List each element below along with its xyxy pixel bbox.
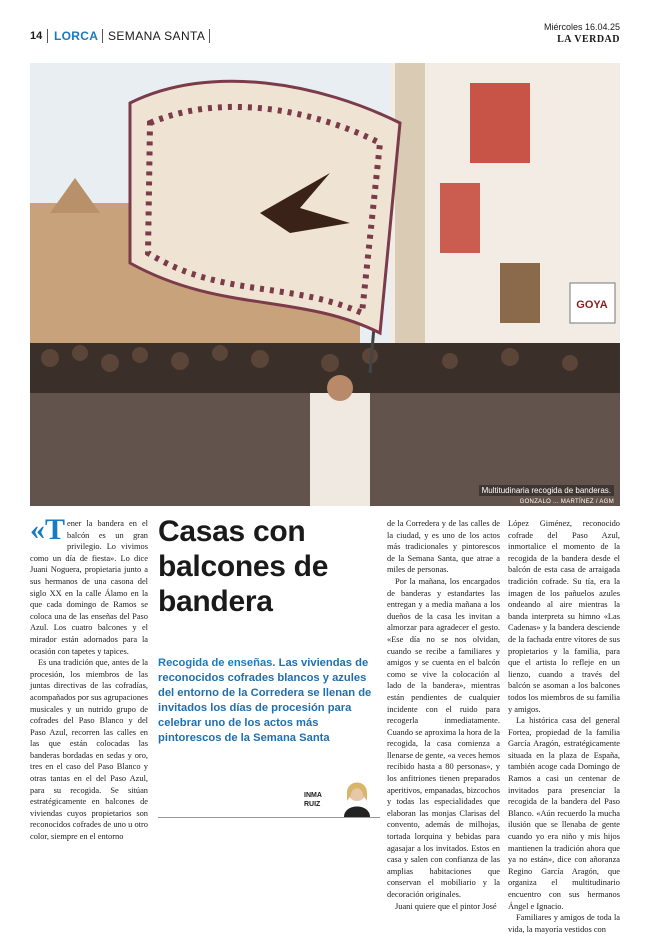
- paragraph: de la Corredera y de las calles de la ciudad, y es uno de los actos más tradicionales y pintorescos de la Semana Santa, que atrae a miles de personas.: [387, 519, 500, 575]
- headline-line: Casas con: [158, 515, 306, 548]
- byline: [304, 791, 322, 809]
- photo-caption: Multitudinaria recogida de banderas.: [479, 485, 614, 496]
- author-portrait-illustration: [336, 775, 378, 817]
- article-column-3: [387, 518, 501, 911]
- newspaper-brand: LA VERDAD: [557, 34, 620, 45]
- paragraph: Es una tradición que, antes de la procesión, los miembros de las juntas directivas de las cofradías, acompañados por sus agrupaciones musicales y un nutrido grupo de cofrades del Paso Blanco y del Paso Azul, recorren las calles en las que están colocadas las banderas bordadas en sedas y oro, tres en el caso del Paso Blanco y otras tantas en el del Paso Azul, para su recogida. Se sitúan estratégicamente en balcones de viviendas cuyos propietarios son reconocidos cofrades de uno u otro color, siempre en el entorno: [30, 658, 148, 842]
- photo-window: [500, 263, 540, 323]
- divider: [102, 29, 103, 43]
- issue-date: Miércoles 16.04.25: [543, 22, 620, 32]
- page-header: [30, 18, 620, 44]
- paragraph: Familiares y amigos de toda la vida, la mayoría vestidos con: [508, 913, 620, 934]
- article-column-4: [508, 518, 620, 934]
- deck-text: Las viviendas de reconocidos cofrades blancos y azules del entorno de la Corredera se llenan de invitados los días de procesión para celebrar uno de los actos más pintorescos de la Semana Santa: [158, 657, 372, 744]
- author-portrait: [336, 775, 378, 817]
- paragraph: La histórica casa del general Fortea, propiedad de la familia García Aragón, estratégicamente situada en la plaza de España, también acoge cada Domingo de Ramos a casi un centenar de invitados para presenciar la recogida de la bandera del Paso Blanco. «Aún recuerdo la mucha ilusión que se llenaba de gente cuando yo era niño y mis hijos mantienen la tradición ahora que ya no están», dice con añoranza Regino García Aragón, que organiza el multitudinario encuentro con sus hermanos Ángel e Ignacio.: [508, 716, 620, 911]
- byline-first-name: INMA: [304, 792, 322, 799]
- section-label: LORCA: [54, 29, 99, 43]
- article-deck: [158, 656, 380, 746]
- byline-last-name: RUIZ: [304, 801, 321, 808]
- photo-balcony-drape: [440, 183, 480, 253]
- subsection-label: SEMANA SANTA: [108, 29, 206, 43]
- paragraph: Juani quiere que el pintor José: [395, 901, 497, 911]
- page-number: 14: [30, 30, 43, 42]
- headline-line: balcones de: [158, 550, 329, 583]
- photo-robed-figure: [310, 393, 370, 506]
- photo-illustration: [30, 63, 620, 506]
- lead-photo: [30, 63, 620, 506]
- paragraph: López Giménez, reconocido cofrade del Paso Azul, inmortalice el momento de la recogida de la bandera desde el balcón de esta casa de arraigada tradición cofrade. Su tía, era la imagen de los pañuelos azules ondeando al aire mientras la banda interpreta su himno «Las Cadenas» y la bandera desciende de la fachada entre vítores de sus propietarios y la familia, para que el artista lo refleje en un lienzo, cuando a través del balcón se asoman a los balcones todos los miembros de su familia y amigos.: [508, 519, 620, 714]
- headline-line: bandera: [158, 585, 273, 618]
- photo-credit: GONZALO ... MARTÍNEZ / AGM: [519, 499, 614, 505]
- paragraph: ener la bandera en el balcón es un gran privilegio. Lo vivimos como un día de fiesta». Lo dice Juani Noguera, propietaria junto a sus hermanos de una casona del siglo XX en la calle Álamo en la que cada domingo de Ramos se coloca una de las enseñas del Paso Azul. Los cuatro balcones y el mirador están adornados para la ocasión con tapetes y tapices.: [30, 519, 148, 656]
- divider-rule: [158, 817, 380, 818]
- photo-sign-text: GOYA: [576, 299, 608, 311]
- article-column-1: [30, 513, 148, 843]
- photo-balcony-drape: [470, 83, 530, 163]
- paragraph: Por la mañana, los encargados de banderas y estandartes las entregan y a media mañana a los dueños de la casa les invitan a almorzar para agradecer el gesto. «Ese día no se nos olvidan, cuando se recibe a familiares y amigos y se cuenta en el balcón como se vive la colocación al lado de la bandera», mientras están pendientes de cualquier incidente con el ruido para recogerla inmediatamente. Cuando se aproxima la hora de la recogida, la casa comienza a llenarse de gente, «a veces hemos recibido hasta a 80 personas», y los anfitriones tienen preparados aperitivos, empanadas, bizcochos y todas las especialidades que elaboran las monjas Clarisas del convento, además de milhojas, tortada lorquina y bebidas para agasajar a los invitados. Estos en casa y salen con confianza de las amplias habitaciones que conservan el mobiliario y la decoración originales.: [387, 576, 501, 899]
- drop-cap: «T: [30, 513, 66, 546]
- deck-lead: Recogida de enseñas.: [158, 657, 276, 669]
- headline: [158, 514, 383, 619]
- divider: [209, 29, 210, 43]
- divider: [47, 29, 48, 43]
- photo-figure-head: [327, 375, 353, 401]
